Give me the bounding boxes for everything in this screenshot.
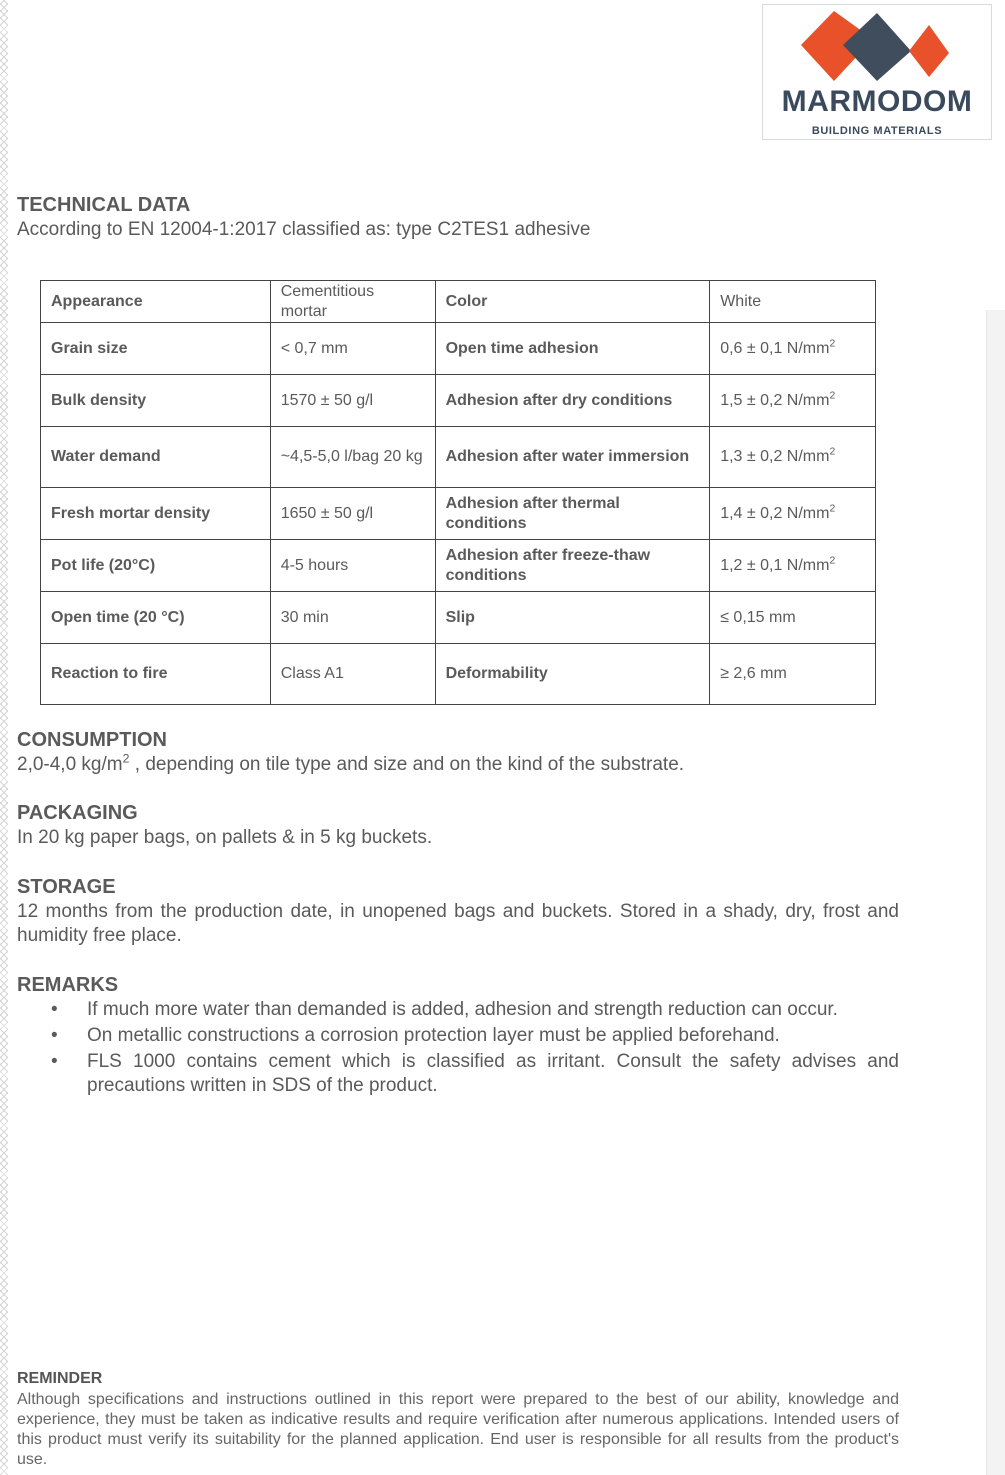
packaging-text: In 20 kg paper bags, on pallets & in 5 kg buckets.	[17, 827, 433, 848]
spec-value-sup: 2	[829, 503, 836, 515]
spec-property: Open time (20 °C)	[41, 592, 271, 644]
spec-value-text: 1,2 ± 0,1 N/mm	[720, 556, 830, 574]
spec-value	[710, 375, 876, 427]
spec-value: < 0,7 mm	[270, 323, 435, 375]
remark-item	[17, 1024, 899, 1048]
consumption-text	[17, 753, 684, 777]
spec-value: 1570 ± 50 g/l	[270, 375, 435, 427]
consumption-heading: CONSUMPTION	[17, 729, 167, 751]
logo-orange-small-diamond-icon	[909, 25, 949, 77]
spec-value: 1650 ± 50 g/l	[270, 488, 435, 540]
spec-value: Cementitious mortar	[270, 281, 435, 323]
page-left-edge-pattern	[0, 0, 8, 1475]
spec-value-text: ≤ 0,15 mm	[720, 608, 796, 626]
spec-property: Appearance	[41, 281, 271, 323]
spec-value	[710, 427, 876, 488]
consumption-text-a: 2,0-4,0 kg/m	[17, 754, 123, 775]
spec-row	[41, 644, 876, 705]
remark-text: If much more water than demanded is added, adhesion and strength reduction can occur.	[87, 999, 838, 1020]
spec-value-text: 1,4 ± 0,2 N/mm	[720, 504, 830, 522]
spec-value	[710, 540, 876, 592]
spec-value-sup: 2	[829, 390, 836, 402]
remarks-heading: REMARKS	[17, 974, 119, 996]
spec-property: Grain size	[41, 323, 271, 375]
spec-value	[710, 488, 876, 540]
spec-property: Color	[435, 281, 710, 323]
spec-value-text: 1,5 ± 0,2 N/mm	[720, 391, 830, 409]
consumption-sup: 2	[122, 751, 130, 766]
spec-property: Slip	[435, 592, 710, 644]
spec-property: Adhesion after dry conditions	[435, 375, 710, 427]
spec-value	[710, 323, 876, 375]
spec-value-text: ≥ 2,6 mm	[720, 665, 787, 682]
spec-row	[41, 427, 876, 488]
spec-property: Open time adhesion	[435, 323, 710, 375]
remarks-list	[17, 998, 899, 1100]
spec-property: Pot life (20°C)	[41, 540, 271, 592]
brand-logo	[762, 4, 992, 140]
spec-row	[41, 323, 876, 375]
logo-brand-name: MARMODOM	[781, 85, 973, 118]
technical-data-heading: TECHNICAL DATA	[17, 194, 191, 216]
spec-value-sup: 2	[829, 555, 836, 567]
spec-value	[710, 644, 876, 705]
remark-text: On metallic constructions a corrosion protection layer must be applied beforehand.	[87, 1025, 780, 1046]
spec-row	[41, 592, 876, 644]
spec-value: 30 min	[270, 592, 435, 644]
spec-property: Water demand	[41, 427, 271, 488]
spec-value: Class A1	[270, 644, 435, 705]
page-right-scroll-edge	[986, 310, 1005, 1475]
spec-value-text: White	[720, 292, 762, 310]
spec-row	[41, 281, 876, 323]
spec-value-sup: 2	[829, 446, 836, 458]
spec-value	[710, 592, 876, 644]
spec-value: 4-5 hours	[270, 540, 435, 592]
spec-value	[710, 281, 876, 323]
consumption-text-b: , depending on tile type and size and on the kind of the substrate.	[129, 754, 685, 775]
spec-property: Adhesion after thermal conditions	[435, 488, 710, 540]
spec-row	[41, 540, 876, 592]
packaging-heading: PACKAGING	[17, 802, 138, 824]
reminder-heading: REMINDER	[17, 1370, 103, 1387]
spec-property: Deformability	[435, 644, 710, 705]
spec-property: Fresh mortar density	[41, 488, 271, 540]
spec-row	[41, 488, 876, 540]
bullet-icon: •	[51, 999, 58, 1020]
spec-value-text: 0,6 ± 0,1 N/mm	[720, 339, 830, 357]
logo-slate-diamond-icon	[843, 13, 911, 81]
spec-property: Bulk density	[41, 375, 271, 427]
remark-item	[17, 1050, 899, 1098]
spec-property: Adhesion after freeze-thaw conditions	[435, 540, 710, 592]
storage-text: 12 months from the production date, in unopened bags and buckets. Stored in a shady, dry, frost and humidity free place.	[17, 901, 899, 946]
remark-item	[17, 998, 899, 1022]
logo-diamonds-icon	[799, 7, 955, 85]
spec-value-sup: 2	[829, 338, 836, 350]
remark-text: FLS 1000 contains cement which is classified as irritant. Consult the safety advises and precautions written in SDS of the product.	[87, 1051, 899, 1096]
spec-property: Adhesion after water immersion	[435, 427, 710, 488]
storage-heading: STORAGE	[17, 876, 116, 898]
spec-value: ~4,5-5,0 l/bag 20 kg	[270, 427, 435, 488]
reminder-text: Although specifications and instructions outlined in this report were prepared to the best of our ability, knowledge and experience, they must be taken as indicative results and require verification after numerous applications. Intended users of this product must verify its suitability for the planned application. End user is responsible for all results from the product's use.	[17, 1391, 899, 1468]
bullet-icon: •	[51, 1051, 58, 1072]
spec-table	[40, 280, 876, 705]
spec-property: Reaction to fire	[41, 644, 271, 705]
spec-row	[41, 375, 876, 427]
bullet-icon: •	[51, 1025, 58, 1046]
logo-tagline: BUILDING MATERIALS	[811, 125, 943, 137]
classification-text: According to EN 12004-1:2017 classified as: type C2TES1 adhesive	[17, 219, 591, 240]
spec-value-text: 1,3 ± 0,2 N/mm	[720, 448, 830, 465]
